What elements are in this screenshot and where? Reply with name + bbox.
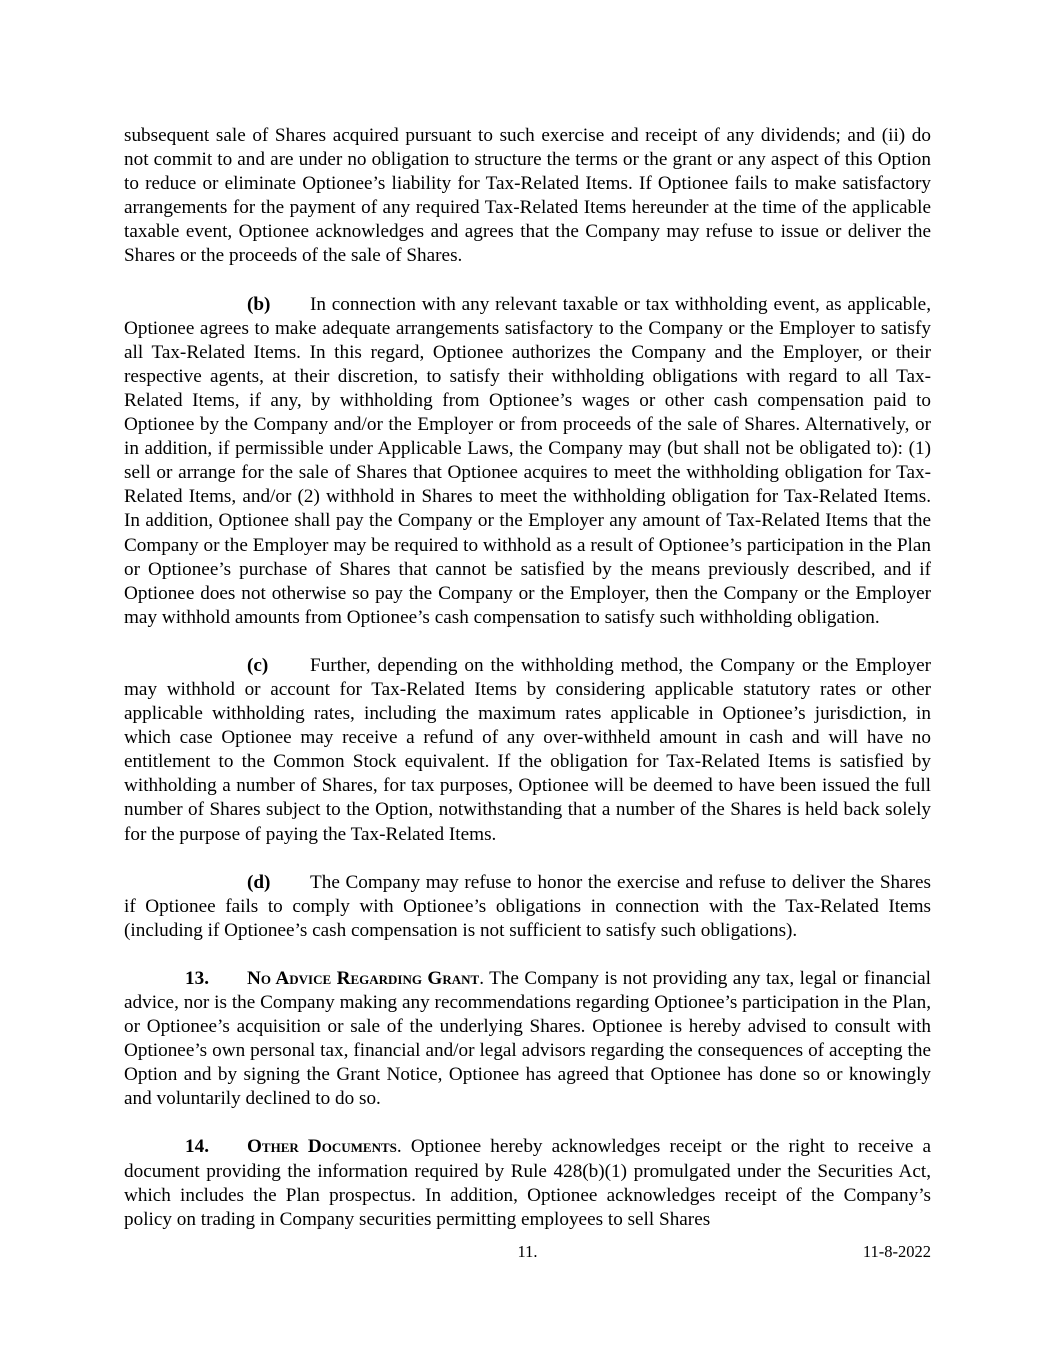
paragraph-b-label: (b) [247, 293, 271, 315]
section-14-title: Other Documents [247, 1136, 397, 1158]
page-number: 11. [517, 1242, 538, 1261]
paragraph-d-label: (d) [247, 871, 271, 893]
paragraph-d [124, 871, 931, 943]
page-footer [124, 1240, 931, 1264]
paragraph-b [124, 293, 931, 630]
section-13-title: No Advice Regarding Grant [247, 967, 480, 989]
section-14-number: 14. [185, 1136, 209, 1158]
section-14-text: Optionee hereby acknowledges receipt or the right to receive a document providing the information required by Rule 428(b)(1) promulgated under the Securities Act, which includes the Plan prospectus. In addition, Optionee acknowledges receipt of the Company’s policy on trading in Company securities permitting employees to sell Shares [124, 1136, 931, 1230]
section-14: 14. Other Documents. Optionee hereby acknowledges receipt or the right to receive a document providing the information required by Rule 428(b)(1) promulgated under the Securities Act, which includes the Plan prospectus. In addition, Optionee acknowledges receipt of the Company’s policy on trading in Company securities permitting employees to sell Shares [124, 1136, 931, 1230]
section-13-number: 13. [185, 967, 209, 989]
document-body [124, 124, 931, 1256]
paragraph-continuation: subsequent sale of Shares acquired pursuant to such exercise and receipt of any dividends; and (ii) do not commit to and are under no obligation to structure the terms or the grant or any aspect of this Option to reduce or eliminate Optionee’s liability for Tax-Related Items. If Optionee fails to make satisfactory arrangements for the payment of any required Tax-Related Items hereunder at the time of the applicable taxable event, Optionee acknowledges and agrees that the Company may refuse to issue or deliver the Shares or the proceeds of the sale of Shares. [124, 125, 931, 267]
section-13: 13. No Advice Regarding Grant. The Company is not providing any tax, legal or financial advice, nor is the Company making any recommendations regarding Optionee’s participation in the Plan, or Optionee’s acquisition or sale of the underlying Shares. Optionee is hereby advised to consult with Optionee’s own personal tax, financial and/or legal advisors regarding the consequences of accepting the Option and by signing the Grant Notice, Optionee has agreed that Optionee has done so or knowingly and voluntarily declined to do so. [124, 967, 931, 1110]
paragraph-c-text: Further, depending on the withholding method, the Company or the Employer may withhold or account for Tax-Related Items by considering applicable statutory rates or other applicable withholding rates, including the maximum rates applicable in Optionee’s jurisdiction, in which case Optionee may receive a refund of any over-withheld amount in cash and will have no entitlement to the Common Stock equivalent. If the obligation for Tax-Related Items is satisfied by withholding a number of Shares, for tax purposes, Optionee will be deemed to have been issued the full number of Shares subject to the Option, notwithstanding that a number of the Shares is held back solely for the purpose of paying the Tax-Related Items. [124, 654, 931, 845]
paragraph-d-text: The Company may refuse to honor the exercise and refuse to deliver the Shares if Optionee fails to comply with Optionee’s obligations in connection with the Tax-Related Items (including if Optionee’s cash compensation is not sufficient to satisfy such obligations). [124, 871, 931, 941]
section-13-text: The Company is not providing any tax, legal or financial advice, nor is the Company making any recommendations regarding Optionee’s participation in the Plan, or Optionee’s acquisition or sale of the underlying Shares. Optionee is hereby advised to consult with Optionee’s own personal tax, financial and/or legal advisors regarding the consequences of accepting the Option and by signing the Grant Notice, Optionee has agreed that Optionee has done so or knowingly and voluntarily declined to do so. [124, 967, 931, 1110]
paragraph-b-text: In connection with any relevant taxable or tax withholding event, as applicable, Optionee agrees to make adequate arrangements satisfactory to the Company or the Employer to satisfy all Tax-Related Items. In this regard, Optionee authorizes the Company and the Employer, or their respective agents, at their discretion, to satisfy their withholding obligations with regard to all Tax-Related Items, if any, by withholding from Optionee’s wages or other cash compensation paid to Optionee by the Company and/or the Employer or from proceeds of the sale of Shares. Alternatively, or in addition, if permissible under Applicable Laws, the Company may (but shall not be obligated to): (1) sell or arrange for the sale of Shares that Optionee acquires to meet the withholding obligation for Tax-Related Items, and/or (2) withhold in Shares to meet the withholding obligation for Tax-Related Items. In addition, Optionee shall pay the Company or the Employer any amount of Tax-Related Items that the Company or the Employer may be required to withhold as a result of Optionee’s participation in the Plan or Optionee’s purchase of Shares that cannot be satisfied by the means previously described, and if Optionee does not otherwise so pay the Company or the Employer, then the Company or the Employer may withhold amounts from Optionee’s cash compensation to satisfy such withholding obligation. [124, 293, 931, 628]
document-date: 11-8-2022 [862, 1242, 931, 1261]
paragraph-c-label: (c) [247, 654, 269, 676]
paragraph-c [124, 654, 931, 847]
